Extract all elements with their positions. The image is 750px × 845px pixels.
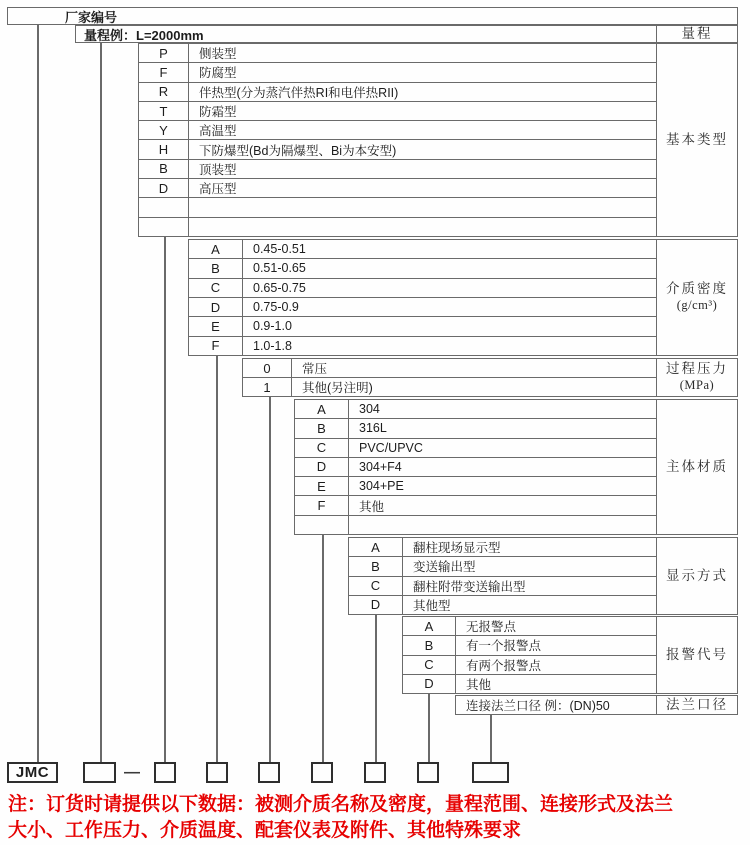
section-label-display-mode: 显示方式: [657, 537, 738, 615]
option-desc: 316L: [359, 421, 387, 436]
option-code: A: [403, 617, 456, 635]
section-label-process-pressure: 过程压力 (MPa): [657, 358, 738, 397]
manufacturer-number-label: 厂家编号: [65, 9, 118, 25]
manufacturer-number-cell: [7, 7, 738, 25]
option-desc: 0.51-0.65: [253, 261, 306, 276]
option-desc: 0.9-1.0: [253, 319, 292, 334]
option-desc: 0.45-0.51: [253, 242, 306, 257]
option-desc: 0.75-0.9: [253, 300, 299, 315]
option-desc: 高温型: [199, 124, 237, 139]
section-alarm-code: [402, 616, 657, 694]
option-row: [456, 696, 656, 714]
option-code: D: [295, 458, 349, 476]
option-code: C: [349, 577, 403, 595]
option-desc: 侧装型: [199, 47, 237, 62]
option-desc: [189, 198, 656, 216]
option-row: [243, 377, 656, 396]
option-row: [139, 62, 656, 81]
option-desc: 变送输出型: [413, 560, 476, 575]
option-row-empty: [139, 217, 656, 236]
option-desc: 有两个报警点: [466, 658, 542, 673]
code-box-display: [364, 762, 386, 783]
connector-line-density: [216, 356, 218, 763]
code-box-density: [206, 762, 228, 783]
code-box-flange: [472, 762, 509, 783]
section-flange-size: [455, 695, 657, 715]
option-row: [349, 576, 656, 595]
option-desc: 防霜型: [199, 105, 237, 120]
option-code: T: [139, 102, 189, 120]
option-code: C: [295, 439, 349, 457]
option-desc: 其他: [466, 677, 492, 692]
option-desc: 1.0-1.8: [253, 338, 292, 353]
order-note-line2: 大小、工作压力、介质温度、配套仪表及附件、其他特殊要求: [8, 820, 522, 841]
option-row: [295, 495, 656, 514]
option-row: [403, 674, 656, 693]
connector-line-flange: [490, 715, 492, 763]
option-row: [189, 336, 656, 355]
option-row: [295, 457, 656, 476]
section-label-range: 量程: [657, 25, 738, 43]
option-desc: 304+PE: [359, 479, 404, 494]
option-desc: 无报警点: [466, 620, 517, 635]
option-desc: [189, 218, 656, 236]
option-desc: 防腐型: [199, 66, 237, 81]
connector-line-alarm: [428, 694, 430, 763]
connector-line-basic-type: [164, 237, 166, 763]
option-desc: 高压型: [199, 182, 237, 197]
option-code: 0: [243, 359, 292, 377]
option-desc: 304+F4: [359, 459, 402, 474]
section-medium-density: [188, 239, 657, 356]
code-box-manufacturer: [83, 762, 116, 783]
connector-line-pressure: [269, 397, 271, 763]
section-label-alarm-code: 报警代号: [657, 616, 738, 694]
option-code: D: [403, 675, 456, 693]
option-row: [349, 538, 656, 556]
option-code: D: [189, 298, 243, 316]
order-note-line1: 注：订货时请提供以下数据：被测介质名称及密度，量程范围、连接形式及法兰: [8, 794, 674, 815]
option-row: [349, 556, 656, 575]
option-desc: 下防爆型(Bd为隔爆型、Bi为本安型): [199, 143, 397, 158]
option-code: B: [403, 636, 456, 654]
option-code: A: [295, 400, 349, 418]
option-row: [189, 278, 656, 297]
section-label-body-material: 主体材质: [657, 399, 738, 535]
option-code: B: [349, 557, 403, 575]
option-row: [139, 120, 656, 139]
option-code: F: [139, 63, 189, 81]
option-code: B: [295, 419, 349, 437]
option-code: 1: [243, 378, 292, 396]
range-example-label: 量程例：L=2000mm: [84, 27, 204, 43]
option-row: [243, 359, 656, 377]
connector-line-display: [375, 615, 377, 763]
option-row: [139, 82, 656, 101]
option-code: A: [189, 240, 243, 258]
order-note: [8, 792, 748, 844]
model-prefix-box: JMC: [7, 762, 58, 783]
option-row: [139, 159, 656, 178]
option-code: R: [139, 83, 189, 101]
option-row: [189, 258, 656, 277]
option-desc: 翻柱现场显示型: [413, 541, 501, 556]
option-row: [189, 316, 656, 335]
option-row-empty: [295, 515, 656, 534]
option-code: F: [189, 337, 243, 355]
connector-line-manufacturer: [37, 25, 39, 763]
option-row: [295, 400, 656, 418]
section-label-medium-density: 介质密度 (g/cm³): [657, 239, 738, 356]
option-code: D: [139, 179, 189, 197]
option-row: [189, 297, 656, 316]
option-code: D: [349, 596, 403, 614]
option-code: P: [139, 44, 189, 62]
option-desc: 顶装型: [199, 162, 237, 177]
option-code: [295, 516, 349, 534]
option-code: E: [295, 477, 349, 495]
option-desc: 有一个报警点: [466, 639, 542, 654]
option-code: [139, 218, 189, 236]
option-row: [139, 178, 656, 197]
option-row: [139, 101, 656, 120]
option-code: C: [403, 656, 456, 674]
option-row: [403, 655, 656, 674]
section-basic-type: [138, 43, 657, 237]
option-code: A: [349, 538, 403, 556]
option-desc: 304: [359, 402, 380, 417]
option-row: [295, 418, 656, 437]
option-row: [139, 139, 656, 158]
option-row: [189, 240, 656, 258]
option-desc: 其他: [359, 499, 385, 514]
option-row-empty: [139, 197, 656, 216]
option-row: [403, 635, 656, 654]
connector-line-material: [322, 535, 324, 763]
option-code: F: [295, 496, 349, 514]
option-row: [295, 438, 656, 457]
option-desc: 0.65-0.75: [253, 280, 306, 295]
section-label-unit: (g/cm³): [676, 298, 718, 313]
model-dash: —: [124, 763, 140, 781]
option-desc: 常压: [302, 362, 328, 376]
option-code: B: [139, 160, 189, 178]
section-display-mode: [348, 537, 657, 615]
section-body-material: [294, 399, 657, 535]
code-box-basic-type: [154, 762, 176, 783]
option-code: C: [189, 279, 243, 297]
option-code: [139, 198, 189, 216]
option-code: H: [139, 140, 189, 158]
connector-line-range: [100, 43, 102, 763]
option-row: [139, 44, 656, 62]
option-desc: PVC/UPVC: [359, 440, 423, 455]
section-process-pressure: [242, 358, 657, 397]
option-desc: 连接法兰口径 例：(DN)50: [466, 699, 610, 713]
option-row: [295, 476, 656, 495]
code-box-pressure: [258, 762, 280, 783]
option-desc: 其他(另注明): [302, 381, 373, 395]
option-desc: 伴热型(分为蒸汽伴热RI和电伴热RII): [199, 85, 399, 100]
section-label-basic-type: 基本类型: [657, 43, 738, 237]
range-example-cell: [75, 25, 657, 43]
option-code: E: [189, 317, 243, 335]
option-row: [349, 595, 656, 614]
option-code: B: [189, 259, 243, 277]
code-box-alarm: [417, 762, 439, 783]
section-label-flange-size: 法兰口径: [657, 695, 738, 715]
option-row: [403, 617, 656, 635]
code-box-material: [311, 762, 333, 783]
option-code: Y: [139, 121, 189, 139]
section-label-unit: (MPa): [679, 378, 715, 393]
option-desc: 其他型: [413, 598, 451, 613]
option-desc: 翻柱附带变送输出型: [413, 579, 526, 594]
option-desc: [349, 516, 656, 534]
